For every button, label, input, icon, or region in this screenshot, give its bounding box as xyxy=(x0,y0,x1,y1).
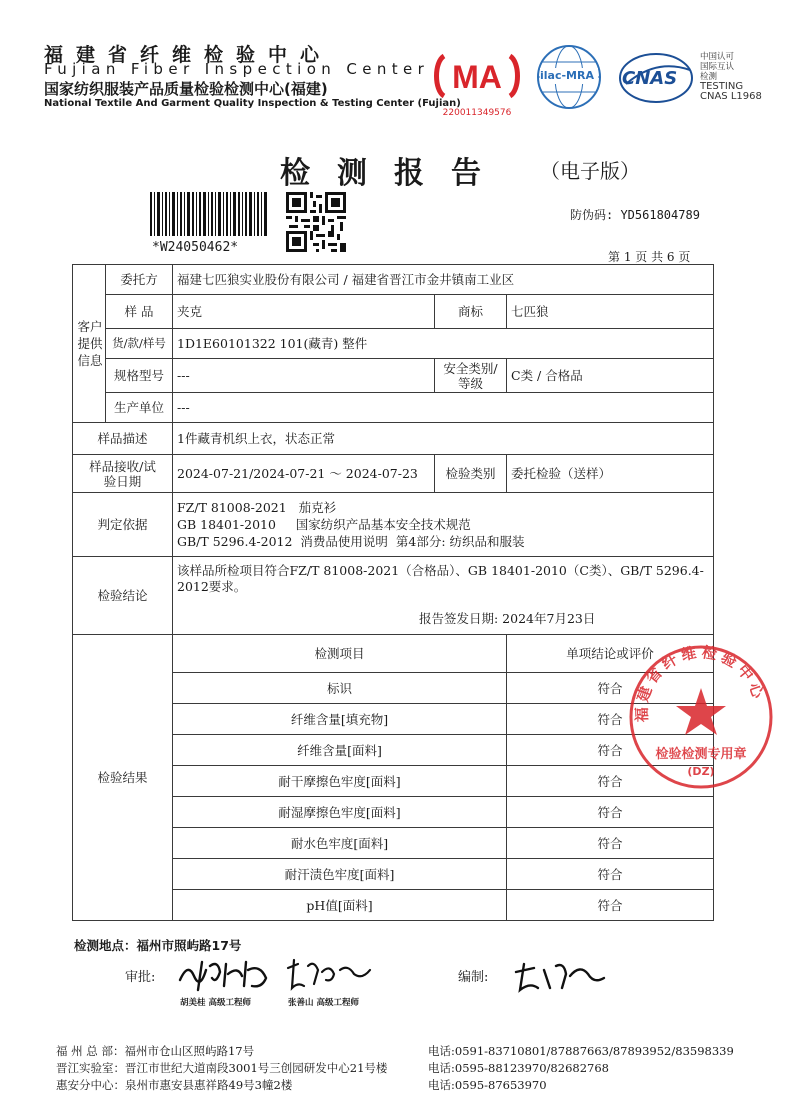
result-value: 符合 xyxy=(507,673,714,704)
footer-left-1: 福 州 总 部：福州市仓山区照屿路17号 xyxy=(56,1044,255,1058)
client-info-group xyxy=(73,265,106,423)
safety-class-label: 安全类别/等级 xyxy=(435,359,507,393)
result-item: pH值[面料] xyxy=(173,890,507,921)
basis-line: GB 18401-2010 国家纺织产品基本安全技术规范 xyxy=(177,517,471,532)
result-item: 耐汗渍色牢度[面料] xyxy=(173,859,507,890)
inspection-type-value: 委托检验（送样） xyxy=(507,455,714,493)
result-value: 符合 xyxy=(507,766,714,797)
inspection-type-label: 检验类别 xyxy=(435,455,507,493)
stamp-code: (DZ) xyxy=(687,765,715,778)
spec-value: --- xyxy=(173,359,435,393)
stamp-bottom-text: 检验检测专用章 xyxy=(655,747,747,762)
client-group-label: 客户提供信息 xyxy=(77,319,103,368)
signature-approver-2 xyxy=(284,956,374,994)
edit-label: 编制: xyxy=(458,970,489,985)
basis-value xyxy=(173,493,714,557)
barcode-number: *W24050462* xyxy=(152,240,239,255)
manufacturer-label: 生产单位 xyxy=(106,393,173,423)
footer-left-2: 晋江实验室：晋江市世纪大道南段3001号三创园研发中心21号楼 xyxy=(56,1061,388,1075)
report-subtitle: （电子版） xyxy=(540,159,640,183)
approver-1-caption: 胡美桂 高级工程师 xyxy=(180,998,251,1008)
approve-label: 审批: xyxy=(125,970,156,985)
style-no-label: 货/款/样号 xyxy=(106,329,173,359)
results-header-item: 检测项目 xyxy=(173,635,507,673)
cnas-caption xyxy=(700,52,762,102)
page-info: 第 1 页 共 6 页 xyxy=(608,250,691,264)
cnas-caption-line: CNAS L1968 xyxy=(700,91,762,102)
result-value: 符合 xyxy=(507,890,714,921)
conclusion-label: 检验结论 xyxy=(73,557,173,635)
stamp-star-icon xyxy=(676,688,726,735)
org-name-cn: 福建省纤维检验中心 xyxy=(44,44,333,66)
org-name-national-en: National Textile And Garment Quality Inspection & Testing Center (Fujian) xyxy=(44,98,461,109)
brand-value: 七匹狼 xyxy=(507,295,714,329)
report-title: 检测报告 xyxy=(280,156,508,191)
results-header-result: 单项结论或评价 xyxy=(507,635,714,673)
result-item: 耐湿摩擦色牢度[面料] xyxy=(173,797,507,828)
result-item: 标识 xyxy=(173,673,507,704)
footer-left-3: 惠安分中心：泉州市惠安县惠祥路49号3幢2楼 xyxy=(56,1078,293,1092)
cma-icon xyxy=(432,50,522,102)
org-name-national-cn: 国家纺织服装产品质量检验检测中心(福建) xyxy=(44,80,328,98)
basis-line: FZ/T 81008-2021 茄克衫 xyxy=(177,500,337,515)
sample-value: 夹克 xyxy=(173,295,435,329)
spec-label: 规格型号 xyxy=(106,359,173,393)
cnas-caption-line: 中国认可 xyxy=(700,52,735,62)
signature-approver-1 xyxy=(176,956,276,994)
org-name-en: Fujian Fiber Inspection Center xyxy=(44,60,430,78)
sample-label: 样 品 xyxy=(106,295,173,329)
footer-right-3: 电话:0595-87653970 xyxy=(428,1078,547,1092)
sample-desc-label: 样品描述 xyxy=(73,423,173,455)
conclusion-value xyxy=(173,557,714,635)
cnas-caption-line: 检测 xyxy=(700,72,718,82)
ilac-label: ilac-MRA xyxy=(540,69,594,82)
test-location: 检测地点：福州市照屿路17号 xyxy=(74,938,242,953)
svg-text:MA: MA xyxy=(452,59,502,95)
conclusion-text: 该样品所检项目符合FZ/T 81008-2021（合格品）、GB 18401-2010（C类）、GB/T 5296.4-2012要求。 xyxy=(177,563,704,594)
cnas-caption-line: TESTING xyxy=(700,81,744,92)
footer-right-1: 电话:0591-83710801/87887663/87893952/83598339 xyxy=(428,1044,734,1058)
results-label: 检验结果 xyxy=(73,635,173,921)
cma-number: 220011349576 xyxy=(442,108,512,118)
issue-date: 报告签发日期: 2024年7月23日 xyxy=(419,611,596,626)
official-stamp xyxy=(626,642,776,792)
client-label: 委托方 xyxy=(106,265,173,295)
result-value: 符合 xyxy=(507,797,714,828)
result-value: 符合 xyxy=(507,828,714,859)
basis-label: 判定依据 xyxy=(73,493,173,557)
barcode-icon xyxy=(150,192,268,236)
result-item: 耐水色牢度[面料] xyxy=(173,828,507,859)
cnas-text: CNAS xyxy=(622,68,678,89)
qr-code-icon xyxy=(286,192,346,252)
signature-editor xyxy=(510,958,610,998)
result-value: 符合 xyxy=(507,859,714,890)
cma-logo xyxy=(432,50,522,118)
brand-label: 商标 xyxy=(435,295,507,329)
footer-right-2: 电话:0595-88123970/82682768 xyxy=(428,1061,609,1075)
stamp-org-text: 福建省纤维检验中心 xyxy=(632,643,769,723)
cnas-caption-line: 国际互认 xyxy=(700,62,735,72)
cnas-logo xyxy=(616,48,700,108)
basis-line: GB/T 5296.4-2012 消费品使用说明 第4部分: 纺织品和服装 xyxy=(177,534,525,549)
dates-value: 2024-07-21/2024-07-21 ～ 2024-07-23 xyxy=(173,455,435,493)
sample-desc-value: 1件藏青机织上衣，状态正常 xyxy=(173,423,714,455)
result-item: 耐干摩擦色牢度[面料] xyxy=(173,766,507,797)
style-no-value: 1D1E60101322 101(藏青) 整件 xyxy=(173,329,714,359)
result-value: 符合 xyxy=(507,735,714,766)
safety-class-value: C类 / 合格品 xyxy=(507,359,714,393)
ilac-logo xyxy=(536,44,602,110)
result-value: 符合 xyxy=(507,704,714,735)
dates-label: 样品接收/试验日期 xyxy=(73,455,173,493)
result-item: 纤维含量[面料] xyxy=(173,735,507,766)
result-item: 纤维含量[填充物] xyxy=(173,704,507,735)
manufacturer-value: --- xyxy=(173,393,714,423)
report-table xyxy=(72,264,714,921)
approver-2-caption: 张善山 高级工程师 xyxy=(288,998,359,1008)
client-value: 福建七匹狼实业股份有限公司 / 福建省晋江市金井镇南工业区 xyxy=(173,265,714,295)
anti-fake-code: 防伪码: YD561804789 xyxy=(570,208,700,222)
